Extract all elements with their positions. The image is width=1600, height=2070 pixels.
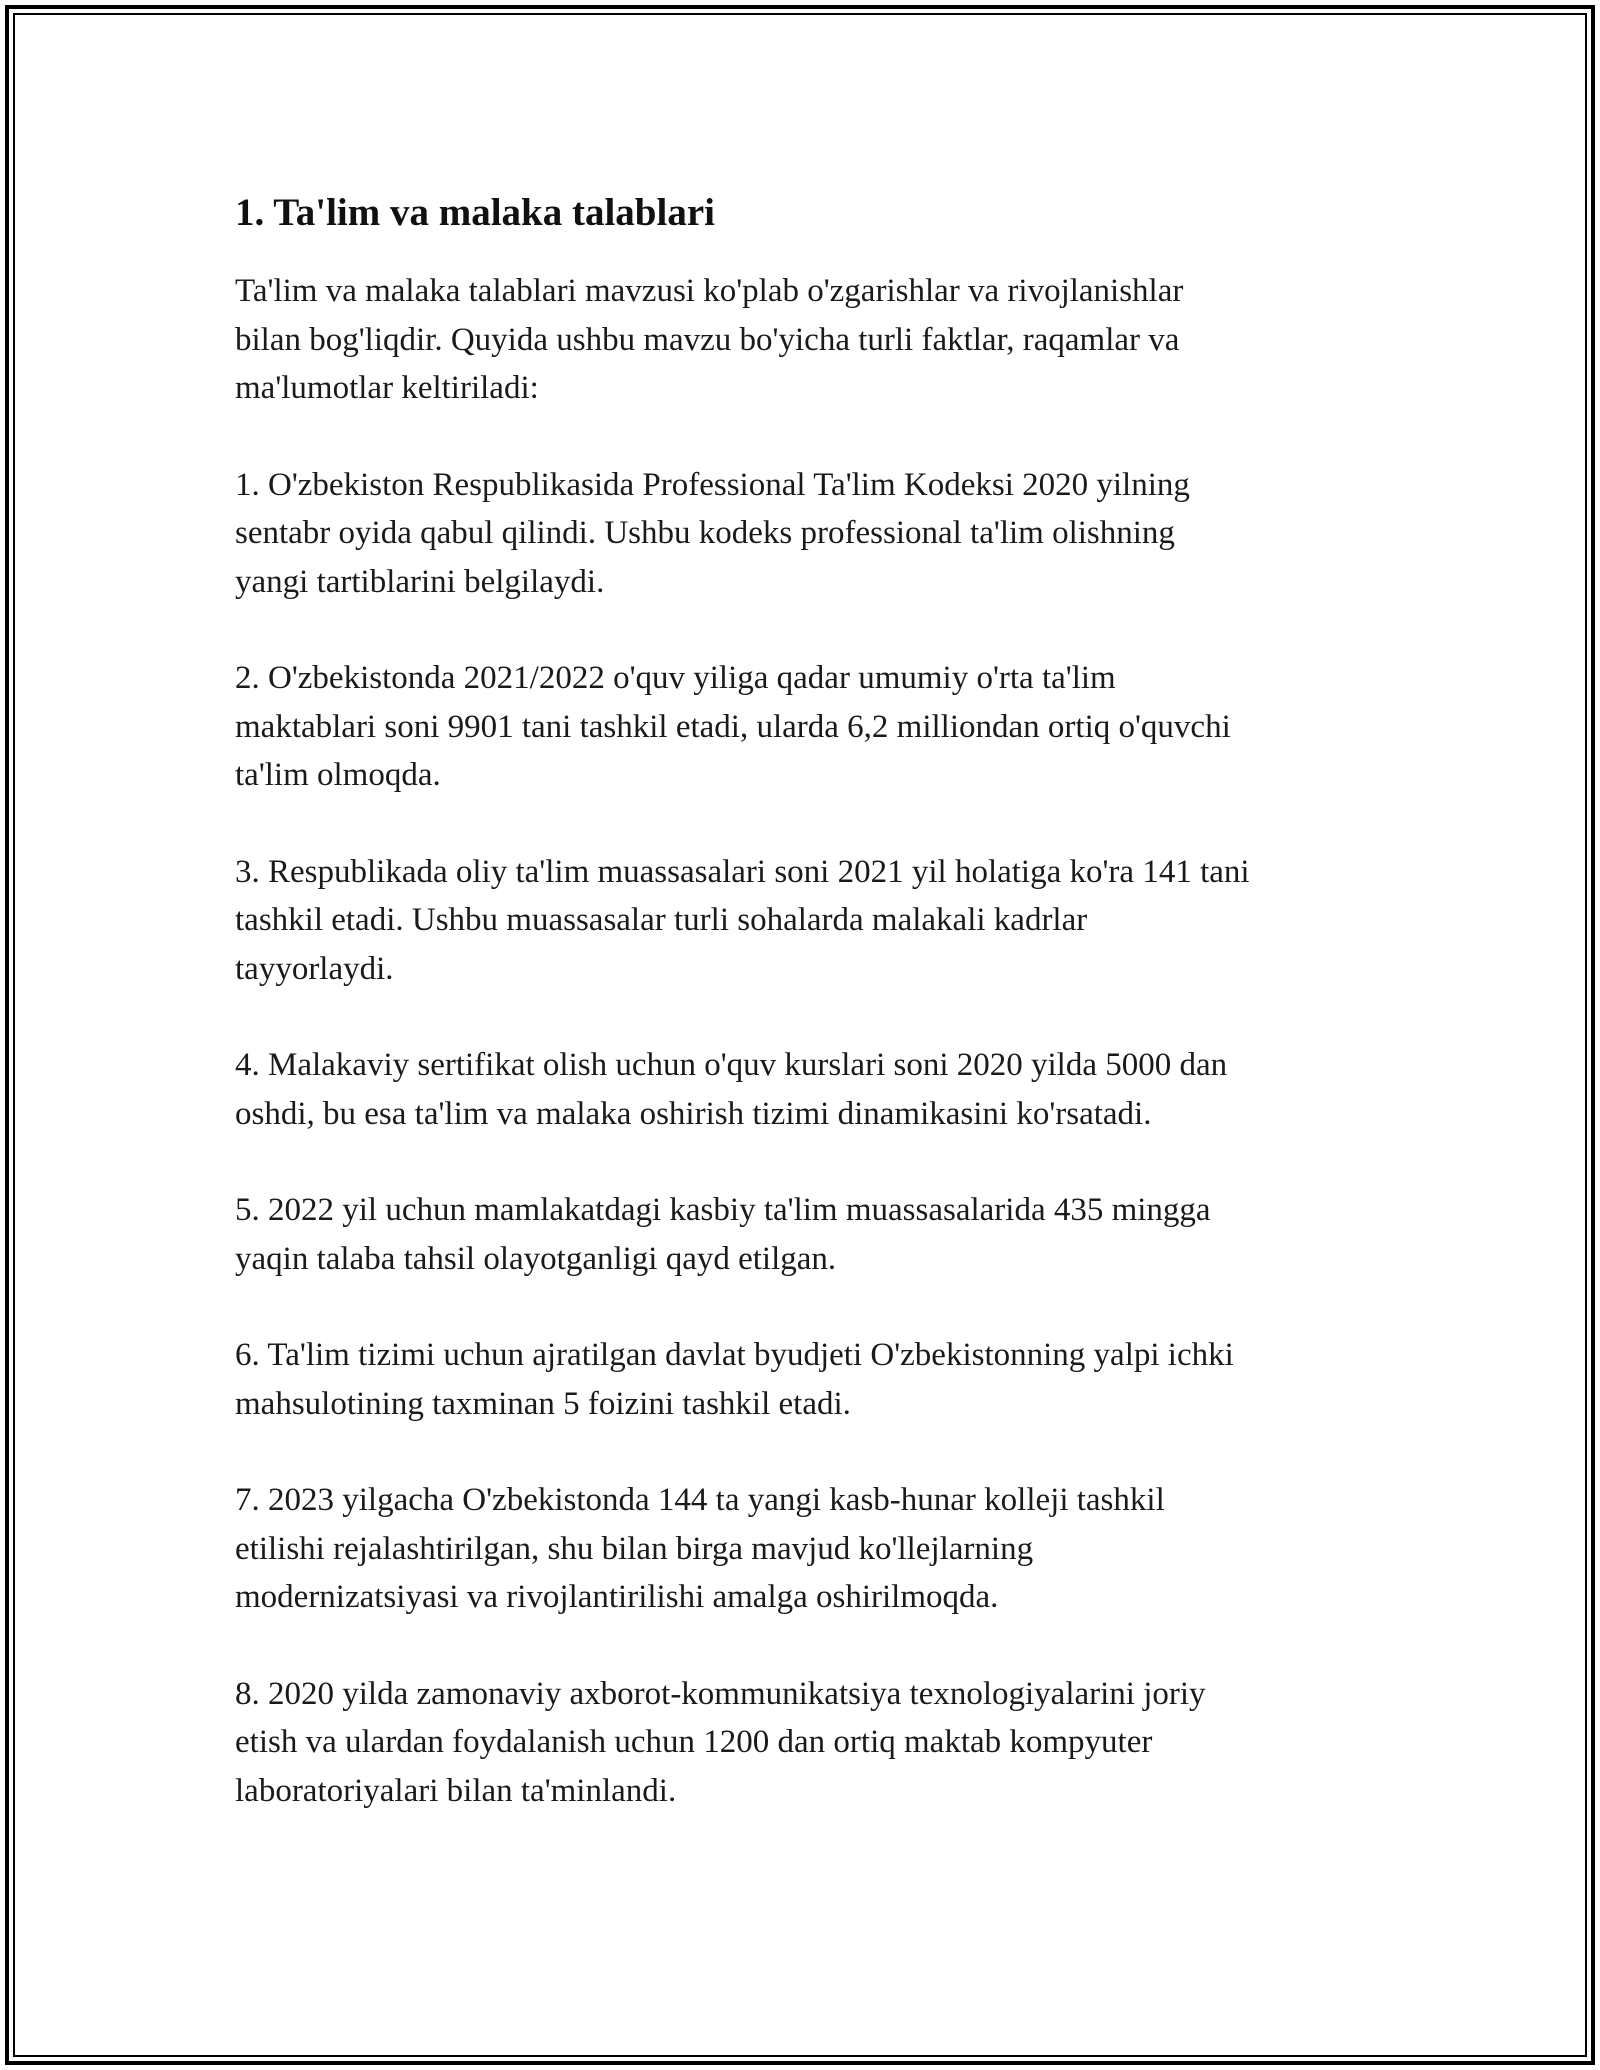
intro-paragraph: Ta'lim va malaka talablari mavzusi ko'plab o'zgarishlar va rivojlanishlar bilan bog'liqdir. Quyida ushbu mavzu bo'yicha turli faktlar, raqamlar va ma'lumotlar keltiriladi: bbox=[235, 273, 1184, 406]
fact-item-4: 4. Malakaviy sertifikat olish uchun o'quv kurslari soni 2020 yilda 5000 dan oshdi, bu esa ta'lim va malaka oshirish tizimi dinamikasini ko'rsatadi. bbox=[235, 1047, 1228, 1132]
fact-item-6: 6. Ta'lim tizimi uchun ajratilgan davlat byudjeti O'zbekistonning yalpi ichki mahsulotining taxminan 5 foizini tashkil etadi. bbox=[235, 1337, 1234, 1422]
fact-item-1: 1. O'zbekiston Respublikasida Professional Ta'lim Kodeksi 2020 yilning sentabr oyida qabul qilindi. Ushbu kodeks professional ta'lim olishning yangi tartiblarini belgilaydi. bbox=[235, 466, 1190, 600]
fact-item-8: 8. 2020 yilda zamonaviy axborot-kommunikatsiya texnologiyalarini joriy etish va ulardan foydalanish uchun 1200 dan ortiq maktab kompyuter laboratoriyalari bilan ta'minlandi. bbox=[235, 1675, 1206, 1809]
fact-item-3: 3. Respublikada oliy ta'lim muassasalari soni 2021 yil holatiga ko'ra 141 tani tashkil etadi. Ushbu muassasalar turli sohalarda malakali kadrlar tayyorlaydi. bbox=[235, 853, 1250, 987]
section-heading: 1. Ta'lim va malaka talablari bbox=[235, 191, 715, 234]
document-body bbox=[235, 185, 1375, 1863]
fact-item-7: 7. 2023 yilgacha O'zbekistonda 144 ta yangi kasb-hunar kolleji tashkil etilishi rejalashtirilgan, shu bilan birga mavjud ko'llejlarning modernizatsiyasi va rivojlantirilishi amalga oshirilmoqda. bbox=[235, 1482, 1165, 1615]
fact-item-5: 5. 2022 yil uchun mamlakatdagi kasbiy ta'lim muassasalarida 435 mingga yaqin talaba tahsil olayotganligi qayd etilgan. bbox=[235, 1192, 1211, 1277]
fact-item-2: 2. O'zbekistonda 2021/2022 o'quv yiliga qadar umumiy o'rta ta'lim maktablari soni 9901 tani tashkil etadi, ularda 6,2 milliondan ortiq o'quvchi ta'lim olmoqda. bbox=[235, 660, 1231, 793]
